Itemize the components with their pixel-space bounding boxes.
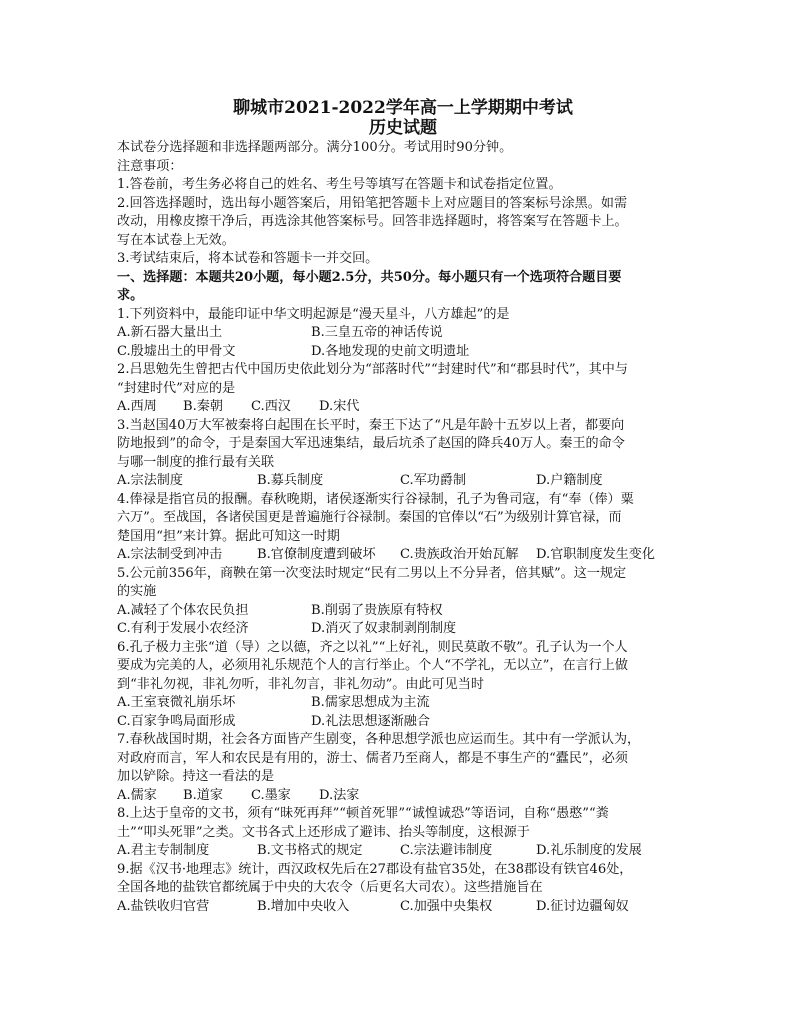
question-stem-line: 2.吕思勉先生曾把古代中国历史依此划分为“部落时代”“封建时代”和“郡县时代”，其中与 <box>117 362 628 377</box>
option-row <box>117 343 689 362</box>
section-heading-line2: 求。 <box>117 288 144 303</box>
question-item <box>117 861 689 917</box>
question-stem-line: 到“非礼勿视，非礼勿听，非礼勿言，非礼勿动”。由此可见当时 <box>117 676 484 692</box>
answer-option[interactable]: D.征讨边疆匈奴 <box>536 898 629 914</box>
question-stem-line: 8.上达于皇帝的文书，须有“昧死再拜”“顿首死罪”“诚惶诚恐”等语词，自称“愚憨”“粪 <box>117 806 609 821</box>
answer-option[interactable]: C.百家争鸣局面形成 <box>117 713 236 729</box>
option-row <box>117 713 689 732</box>
answer-option[interactable]: A.减轻了个体农民负担 <box>117 602 249 618</box>
answer-option[interactable]: B.儒家思想成为主流 <box>311 695 430 710</box>
option-row <box>117 787 689 806</box>
question-item <box>117 565 689 639</box>
question-item <box>117 805 689 861</box>
option-row <box>117 546 689 565</box>
answer-option[interactable]: C.殷墟出土的甲骨文 <box>117 343 236 359</box>
question-stem-line: 5.公元前356年，商鞅在第一次变法时规定“民有二男以上不分异者，倍其赋”。这一规定 <box>117 565 627 581</box>
question-item <box>117 731 689 805</box>
question-stem-line: 的实施 <box>117 584 157 599</box>
answer-option[interactable]: D.各地发现的史前文明遗址 <box>311 343 470 359</box>
answer-option[interactable]: A.新石器大量出土 <box>117 325 223 340</box>
question-stem-line: 9.据《汉书·地理志》统计，西汉政权先后在27郡设有盐官35处，在38郡设有铁官46处， <box>117 861 633 877</box>
answer-option[interactable]: D.礼乐制度的发展 <box>536 843 642 858</box>
answer-option[interactable]: D.法家 <box>319 787 360 803</box>
answer-option[interactable]: C.军功爵制 <box>400 473 467 488</box>
answer-option[interactable]: D.礼法思想逐渐融合 <box>311 713 430 729</box>
question-stem-line: 3.当赵国40万大军被秦将白起围在长平时，秦王下达了“凡是年龄十五岁以上者，都要向 <box>117 417 625 433</box>
answer-option[interactable]: B.道家 <box>183 787 223 803</box>
answer-option[interactable]: A.宗法制度 <box>117 473 183 488</box>
question-stem-line: 防地报到”的命令，于是秦国大军迅速集结，最后坑杀了赵国的降兵40万人。秦王的命令 <box>117 436 625 451</box>
option-row <box>117 472 689 491</box>
notice-line: 改动，用橡皮擦干净后，再选涂其他答案标号。回答非选择题时，将答案写在答题卡上。 <box>117 214 628 229</box>
answer-option[interactable]: C.墨家 <box>251 787 291 803</box>
notice-line: 1.答卷前，考生务必将自己的姓名、考生号等填写在答题卡和试卷指定位置。 <box>117 177 562 192</box>
exam-intro: 本试卷分选择题和非选择题两部分。满分100分。考试用时90分钟。 <box>117 140 513 155</box>
option-row <box>117 842 689 861</box>
question-stem-line: 6.孔子极力主张“道（导）之以德，齐之以礼”“上好礼，则民莫敢不敬”。孔子认为一个人 <box>117 639 628 655</box>
option-row <box>117 898 689 917</box>
option-row <box>117 602 689 621</box>
answer-option[interactable]: A.王室衰微礼崩乐坏 <box>117 695 236 710</box>
answer-option[interactable]: B.秦朝 <box>183 399 223 414</box>
answer-option[interactable]: D.户籍制度 <box>536 473 603 488</box>
answer-option[interactable]: A.宗法制受到冲击 <box>117 547 223 562</box>
page-subtitle: 历史试题 <box>369 118 437 138</box>
question-item <box>117 306 689 362</box>
answer-option[interactable]: B.增加中央收入 <box>257 898 350 914</box>
question-item <box>117 361 689 417</box>
answer-option[interactable]: C.加强中央集权 <box>400 898 493 914</box>
answer-option[interactable]: D.官职制度发生变化 <box>536 547 655 562</box>
option-row <box>117 620 689 639</box>
option-row <box>117 324 689 343</box>
question-stem-line: 对政府而言，军人和农民是有用的，游士、儒者乃至商人，都是不事生产的“蠹民”，必须 <box>117 750 628 766</box>
question-stem-line: 要成为完美的人，必须用礼乐规范个人的言行举止。个人“不学礼，无以立”，在言行上做 <box>117 658 628 673</box>
answer-option[interactable]: A.西周 <box>117 399 157 414</box>
answer-option[interactable]: C.贵族政治开始瓦解 <box>400 547 519 562</box>
question-item <box>117 417 689 491</box>
page-title: 聊城市2021-2022学年高一上学期期中考试 <box>233 98 573 118</box>
question-stem-line: 与哪一制度的推行最有关联 <box>117 454 275 470</box>
answer-option[interactable]: C.西汉 <box>251 399 291 414</box>
notice-title: 注意事项： <box>117 158 183 174</box>
question-item <box>117 491 689 565</box>
answer-option[interactable]: D.宋代 <box>319 399 360 414</box>
answer-option[interactable]: B.文书格式的规定 <box>257 843 363 858</box>
question-stem-line: 土”“叩头死罪”之类。文书各式上还形成了避讳、抬头等制度，这根源于 <box>117 824 530 840</box>
section-heading-line1: 一、选择题：本题共20小题，每小题2.5分，共50分。每小题只有一个选项符合题目要 <box>117 269 622 285</box>
question-stem-line: 4.俸禄是指官员的报酬。春秋晚期，诸侯逐渐实行谷禄制，孔子为鲁司寇，有“奉（俸）粟 <box>117 491 634 507</box>
question-stem-line: 楚国用“担”来计算。据此可知这一时期 <box>117 528 340 544</box>
answer-option[interactable]: C.宗法避讳制度 <box>400 843 493 858</box>
question-list <box>117 306 689 917</box>
answer-option[interactable]: B.三皇五帝的神话传说 <box>311 325 443 340</box>
notice-line: 写在本试卷上无效。 <box>117 232 235 248</box>
question-item <box>117 639 689 732</box>
option-row <box>117 398 689 417</box>
question-stem-line: 全国各地的盐铁官都统属于中央的大农令（后更名大司农）。这些措施旨在 <box>117 880 543 895</box>
notice-line: 2.回答选择题时，选出每小题答案后，用铅笔把答题卡上对应题目的答案标号涂黑。如需 <box>117 195 628 211</box>
answer-option[interactable]: A.君主专制制度 <box>117 843 210 858</box>
notice-list <box>117 176 689 269</box>
answer-option[interactable]: B.削弱了贵族原有特权 <box>311 602 443 618</box>
answer-option[interactable]: D.消灭了奴隶制剥削制度 <box>311 621 457 636</box>
answer-option[interactable]: B.官僚制度遭到破坏 <box>257 547 376 562</box>
question-stem-line: 六万”。至战国，各诸侯国更是普遍施行谷禄制。秦国的官俸以“石”为级别计算官禄，而 <box>117 510 622 525</box>
notice-line: 3.考试结束后，将本试卷和答题卡一并交回。 <box>117 251 379 266</box>
answer-option[interactable]: A.盐铁收归官营 <box>117 898 210 914</box>
answer-option[interactable]: B.募兵制度 <box>257 473 324 488</box>
question-stem-line: “封建时代”对应的是 <box>117 380 236 396</box>
question-stem-line: 1.下列资料中，最能印证中华文明起源是“漫天星斗，八方雄起”的是 <box>117 306 510 322</box>
exam-page <box>117 98 689 916</box>
answer-option[interactable]: A.儒家 <box>117 787 157 803</box>
answer-option[interactable]: C.有利于发展小农经济 <box>117 621 249 636</box>
option-row <box>117 694 689 713</box>
question-stem-line: 加以铲除。持这一看法的是 <box>117 769 275 784</box>
question-stem-line: 7.春秋战国时期，社会各方面皆产生剧变，各种思想学派也应运而生。其中有一学派认为， <box>117 732 641 747</box>
